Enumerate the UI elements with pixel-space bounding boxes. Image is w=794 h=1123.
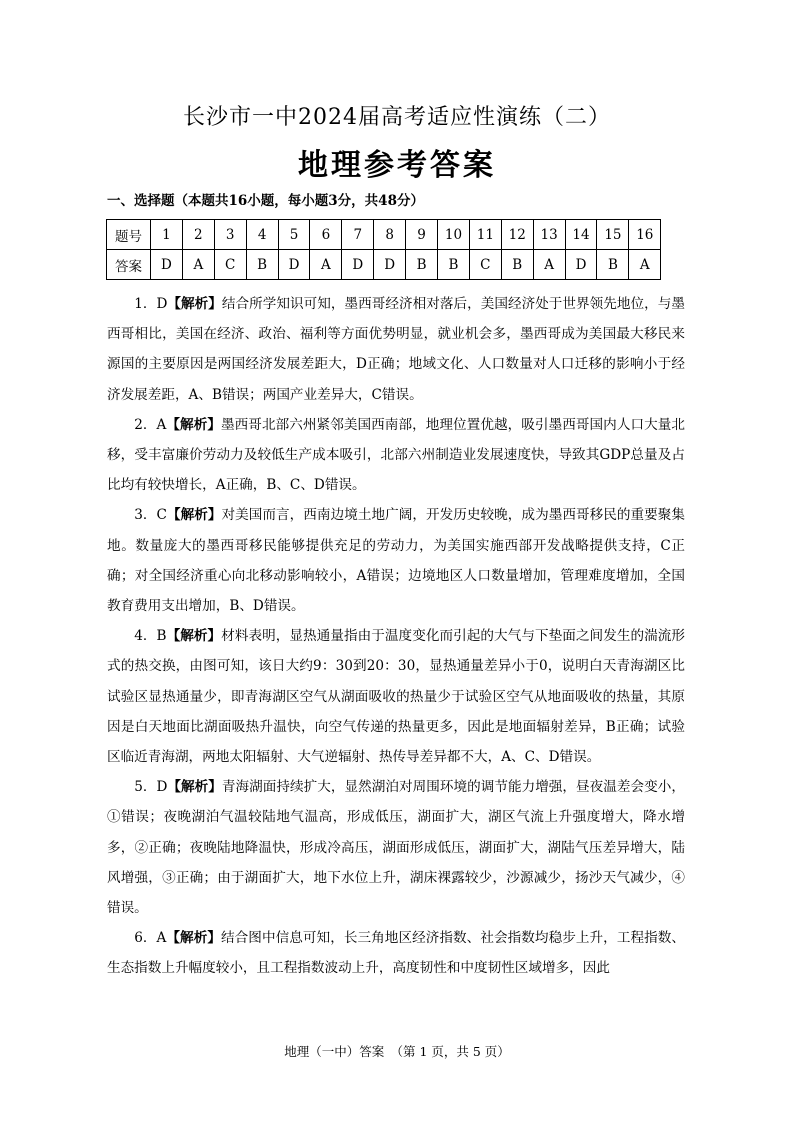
question-cell: 8 xyxy=(374,220,406,250)
document-subtitle: 地理参考答案 xyxy=(298,148,496,183)
question-cell: 4 xyxy=(246,220,278,250)
answer-cell: D xyxy=(342,250,374,280)
explanation-text: 对美国而言，西南边境土地广阔，开发历史较晚，成为墨西哥移民的重要聚集地。数量庞大的墨西哥移民能够提供充足的劳动力，为美国实施西部开发战略提供支持，C正确；对全国经济重心向北移动影响较小，A错误；边境地区人口数量增加，管理难度增加，全国教育费用支出增加，B、D错误。 xyxy=(107,507,685,615)
explanation-lead: 3．C xyxy=(134,507,167,524)
explanation-text: 结合图中信息可知，长三角地区经济指数、社会指数均稳步上升，工程指数、生态指数上升幅度较小，且工程指数波动上升，高度韧性和中度韧性区域增多，因此 xyxy=(107,930,686,977)
question-cell: 13 xyxy=(533,220,565,250)
explanation-lead: 2．A xyxy=(134,416,167,433)
explanation-6 xyxy=(107,923,685,983)
question-cell: 10 xyxy=(438,220,470,250)
section-heading: 一、选择题（本题共16小题，每小题3分，共48分） xyxy=(107,193,424,209)
answer-table xyxy=(106,219,661,280)
explanation-text: 墨西哥北部六州紧邻美国西南部，地理位置优越，吸引墨西哥国内人口大量北移，受丰富廉价劳动力及较低生产成本吸引，北部六州制造业发展速度快，导致其GDP总量及占比均有较快增长，A正确，B、C、D错误。 xyxy=(107,416,686,494)
explanation-lead: 1．D xyxy=(134,296,168,312)
question-cell: 1 xyxy=(151,220,183,250)
question-cell: 3 xyxy=(214,220,246,250)
answer-cell: A xyxy=(629,250,661,280)
answer-cell: D xyxy=(565,250,597,280)
answer-cell: C xyxy=(469,250,501,280)
analysis-tag: 【解析】 xyxy=(166,930,222,947)
answer-cell: B xyxy=(406,250,438,280)
question-number-row xyxy=(107,220,661,250)
analysis-tag: 【解析】 xyxy=(166,628,222,645)
document-title: 长沙市一中2024届高考适应性演练（二） xyxy=(183,105,611,130)
explanation-5 xyxy=(107,772,685,923)
question-cell: 12 xyxy=(501,220,533,250)
question-cell: 9 xyxy=(406,220,438,250)
explanation-text: 青海湖面持续扩大，显然湖泊对周围环境的调节能力增强，昼夜温差会变小，①错误；夜晚湖泊气温较陆地气温高，形成低压，湖面扩大，湖区气流上升强度增大，降水增多，②正确；夜晚陆地降温快，形成冷高压，湖面形成低压，湖面扩大，湖陆气压差异增大，陆风增强，③正确；由于湖面扩大，地下水位上升，湖床裸露较少，沙源减少，扬沙天气减少，④错误。 xyxy=(107,779,685,917)
explanations xyxy=(107,289,685,984)
answer-cell: D xyxy=(278,250,310,280)
question-cell: 15 xyxy=(597,220,629,250)
explanation-2 xyxy=(107,410,685,501)
answer-cell: D xyxy=(151,250,183,280)
answer-row xyxy=(107,250,661,280)
analysis-tag: 【解析】 xyxy=(167,296,222,312)
question-cell: 2 xyxy=(182,220,214,250)
explanation-lead: 5．D xyxy=(134,779,168,796)
question-cell: 11 xyxy=(469,220,501,250)
answer-cell: B xyxy=(597,250,629,280)
question-cell: 5 xyxy=(278,220,310,250)
answer-cell: B xyxy=(246,250,278,280)
answer-cell: B xyxy=(438,250,470,280)
question-cell: 7 xyxy=(342,220,374,250)
explanation-text: 结合所学知识可知，墨西哥经济相对落后，美国经济处于世界领先地位，与墨西哥相比，美国在经济、政治、福利等方面优势明显，就业机会多，墨西哥成为美国最大移民来源国的主要原因是两国经济发展差距大，D正确；地域文化、人口数量对人口迁移的影响小于经济发展差距，A、B错误；两国产业差异大，C错误。 xyxy=(107,296,685,403)
explanation-text: 材料表明，显热通量指由于温度变化而引起的大气与下垫面之间发生的湍流形式的热交换，由图可知，该日大约9：30到20：30，显热通量差异小于0，说明白天青海湖区比试验区显热通量少，即青海湖区空气从湖面吸收的热量少于试验区空气从地面吸收的热量，其原因是白天地面比湖面吸热升温快，向空气传递的热量更多，因此是地面辐射差异，B正确；试验区临近青海湖，两地太阳辐射、大气逆辐射、热传导差异都不大，A、C、D错误。 xyxy=(107,628,686,766)
question-cell: 14 xyxy=(565,220,597,250)
explanation-3 xyxy=(107,500,685,621)
analysis-tag: 【解析】 xyxy=(166,507,222,524)
explanation-1 xyxy=(107,289,685,410)
page-footer: 地理（一中）答案 （第 1 页，共 5 页） xyxy=(284,1044,510,1059)
row-label-answer: 答案 xyxy=(107,250,151,280)
explanation-lead: 6．A xyxy=(134,930,167,947)
answer-cell: C xyxy=(214,250,246,280)
question-cell: 16 xyxy=(629,220,661,250)
explanation-4 xyxy=(107,621,685,772)
answer-cell: B xyxy=(501,250,533,280)
explanation-lead: 4．B xyxy=(134,628,167,645)
answer-cell: A xyxy=(310,250,342,280)
row-label-question: 题号 xyxy=(107,220,151,250)
question-cell: 6 xyxy=(310,220,342,250)
answer-cell: A xyxy=(182,250,214,280)
answer-cell: A xyxy=(533,250,565,280)
analysis-tag: 【解析】 xyxy=(167,779,222,796)
answer-cell: D xyxy=(374,250,406,280)
analysis-tag: 【解析】 xyxy=(166,416,222,433)
